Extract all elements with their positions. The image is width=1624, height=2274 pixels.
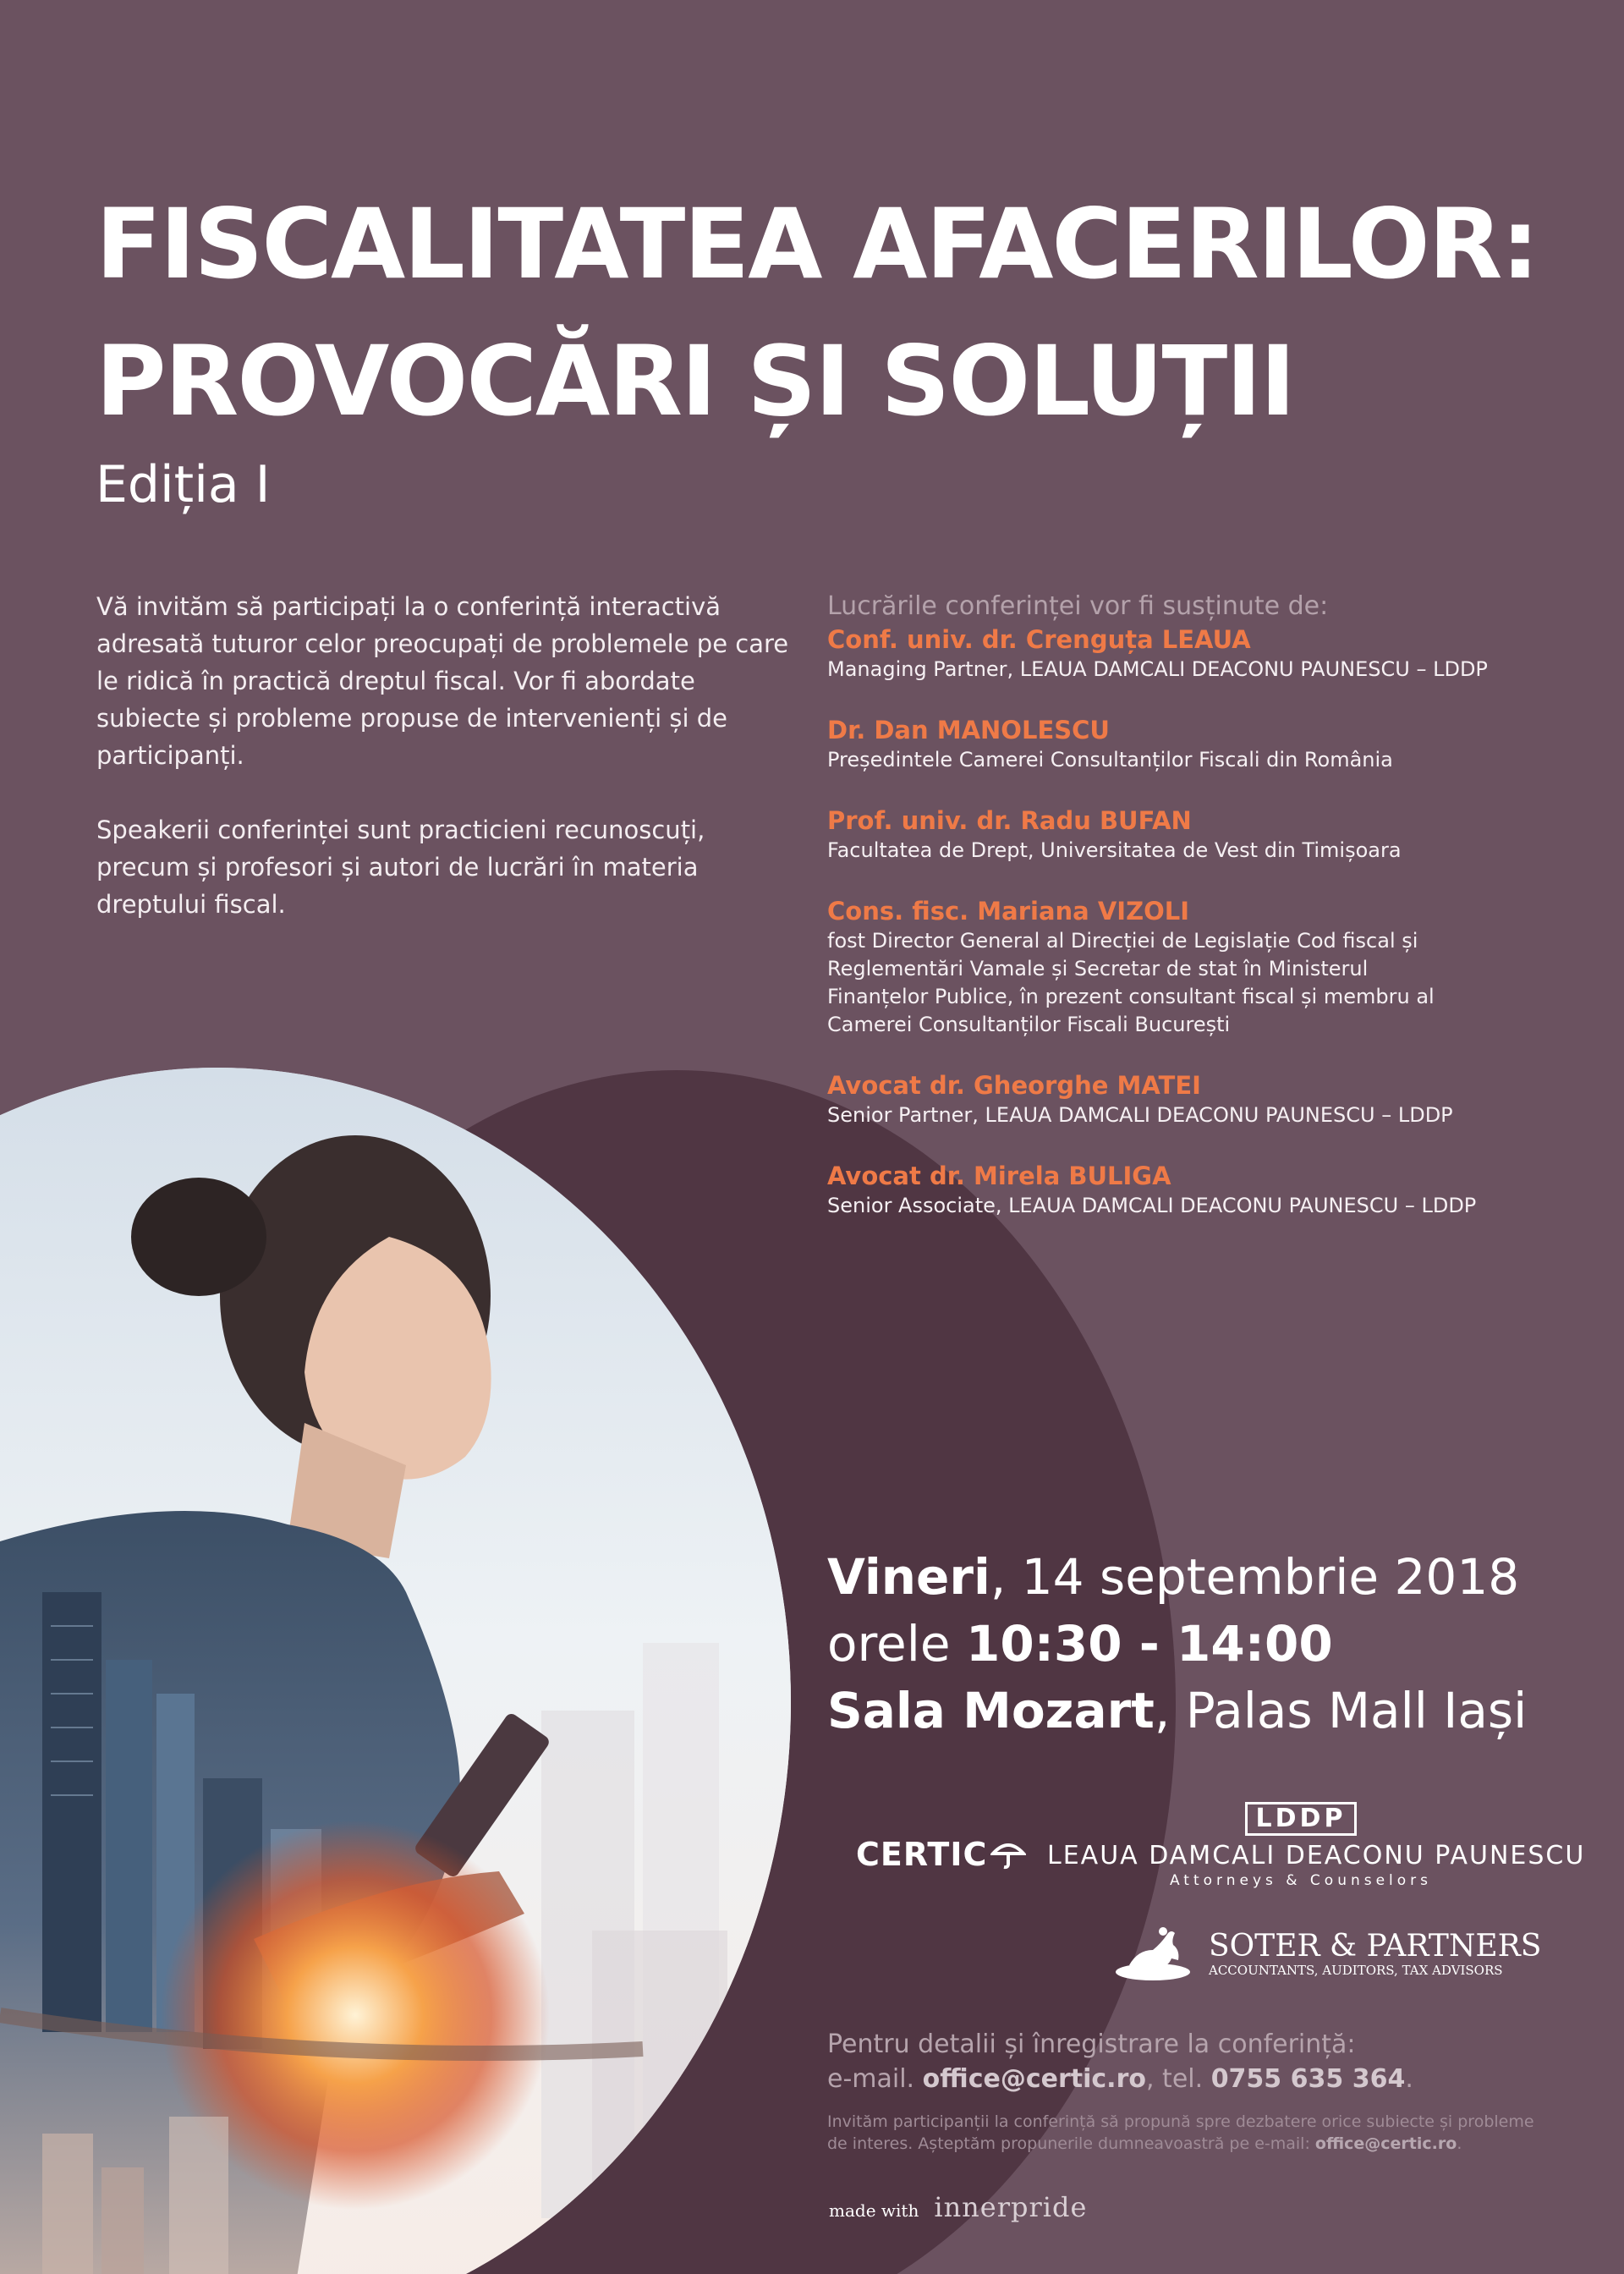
event-venue — [827, 1678, 1605, 1744]
speaker-role: Managing Partner, LEAUA DAMCALI DEACONU PAUNESCU – LDDP — [827, 657, 1488, 681]
intro-paragraph-2: Speakerii conferinței sunt practicieni recunoscuți, precum și profesori și autori de lucrări în materia dreptului fiscal. — [96, 816, 705, 919]
speakers-heading: Lucrările conferinței vor fi susținute de: — [827, 591, 1329, 621]
tel-prefix: , tel. — [1145, 2064, 1211, 2094]
contact-line — [827, 2062, 1588, 2096]
innerpride-logo: innerpride — [934, 2191, 1088, 2223]
soter-name: SOTER & PARTNERS — [1209, 1929, 1542, 1964]
event-hours-value: 10:30 - 14:00 — [965, 1615, 1333, 1673]
speaker-role: Senior Partner, LEAUA DAMCALI DEACONU PAUNESCU – LDDP — [827, 1103, 1453, 1127]
certic-logo-text: CERTIC — [856, 1836, 988, 1873]
event-day: Vineri — [827, 1548, 990, 1606]
speaker-item — [827, 805, 1588, 865]
soter-text — [1209, 1931, 1541, 1978]
speakers-list — [827, 590, 1588, 1250]
speaker-item — [827, 895, 1588, 1039]
speaker-role: fost Director General al Direcției de Legislație Cod fiscal și Reglementări Vamale și Secretar de stat în Ministerul Finanțelor Publice, în prezent consultant fiscal și membru al Camerei Consultanților Fiscali București — [827, 929, 1435, 1036]
intro-paragraph-1: Vă invităm să participați la o conferință interactivă adresată tuturor celor preocupați de problemele pe care le ridică în practică dreptul fiscal. Vor fi abordate subiecte și probleme propuse de intervenienți și de participanți. — [96, 592, 789, 770]
speaker-name: Avocat dr. Mirela BULIGA — [827, 1162, 1171, 1190]
speaker-name: Dr. Dan MANOLESCU — [827, 716, 1110, 744]
contact-heading: Pentru detalii și înregistrare la conferință: — [827, 2030, 1356, 2059]
speaker-item — [827, 1069, 1588, 1129]
edition-label: Ediția I — [96, 455, 271, 514]
certic-logo — [856, 1836, 1026, 1873]
soter-logo — [1112, 1925, 1541, 1984]
lddp-logo — [1047, 1802, 1586, 1889]
event-date — [827, 1544, 1605, 1611]
note-end: . — [1457, 2134, 1462, 2153]
email-prefix: e-mail. — [827, 2064, 923, 2094]
speaker-role: Senior Associate, LEAUA DAMCALI DEACONU PAUNESCU – LDDP — [827, 1194, 1477, 1217]
tel-suffix: . — [1405, 2064, 1413, 2094]
horse-rider-icon — [1112, 1925, 1193, 1984]
made-with-label: made with — [829, 2200, 919, 2221]
speaker-name: Conf. univ. dr. Crenguța LEAUA — [827, 625, 1251, 654]
contact-phone[interactable]: 0755 635 364 — [1210, 2064, 1406, 2094]
title-line-1: FISCALITATEA AFACERILOR: — [96, 188, 1539, 300]
page-title — [96, 176, 1550, 450]
note-text: Invităm participanții la conferință să propună spre dezbatere orice subiecte și probleme de interes. Așteptăm propunerile dumneavoastră pe e-mail: — [827, 2112, 1534, 2153]
event-hours-prefix: orele — [827, 1615, 966, 1673]
speaker-item — [827, 714, 1588, 774]
speaker-role: Facultatea de Drept, Universitatea de Vest din Timișoara — [827, 838, 1402, 862]
event-venue-name: Sala Mozart — [827, 1682, 1155, 1739]
umbrella-icon — [990, 1838, 1026, 1870]
soter-tagline: ACCOUNTANTS, AUDITORS, TAX ADVISORS — [1209, 1963, 1503, 1978]
lddp-tagline: Attorneys & Counselors — [1169, 1872, 1433, 1889]
lddp-names: LEAUA DAMCALI DEACONU PAUNESCU — [1047, 1841, 1586, 1870]
speaker-role: Președintele Camerei Consultanților Fiscali din România — [827, 748, 1393, 772]
contact-email-link[interactable]: office@certic.ro — [922, 2064, 1146, 2094]
note-email-link[interactable]: office@certic.ro — [1314, 2134, 1457, 2153]
speaker-item — [827, 623, 1588, 684]
speaker-name: Prof. univ. dr. Radu BUFAN — [827, 806, 1192, 835]
participation-note — [827, 2111, 1546, 2155]
intro-text — [96, 588, 803, 960]
title-line-2: PROVOCĂRI ȘI SOLUȚII — [96, 325, 1295, 437]
event-date-text: , 14 septembrie 2018 — [990, 1548, 1520, 1606]
made-with-credit — [829, 2191, 1087, 2223]
event-venue-location: , Palas Mall Iași — [1154, 1682, 1528, 1739]
speaker-item — [827, 1160, 1588, 1220]
event-hours — [827, 1611, 1605, 1678]
lddp-badge: LDDP — [1245, 1802, 1358, 1836]
event-details — [827, 1544, 1605, 1744]
contact-info — [827, 2027, 1588, 2096]
speaker-name: Cons. fisc. Mariana VIZOLI — [827, 897, 1190, 926]
speaker-name: Avocat dr. Gheorghe MATEI — [827, 1071, 1201, 1100]
